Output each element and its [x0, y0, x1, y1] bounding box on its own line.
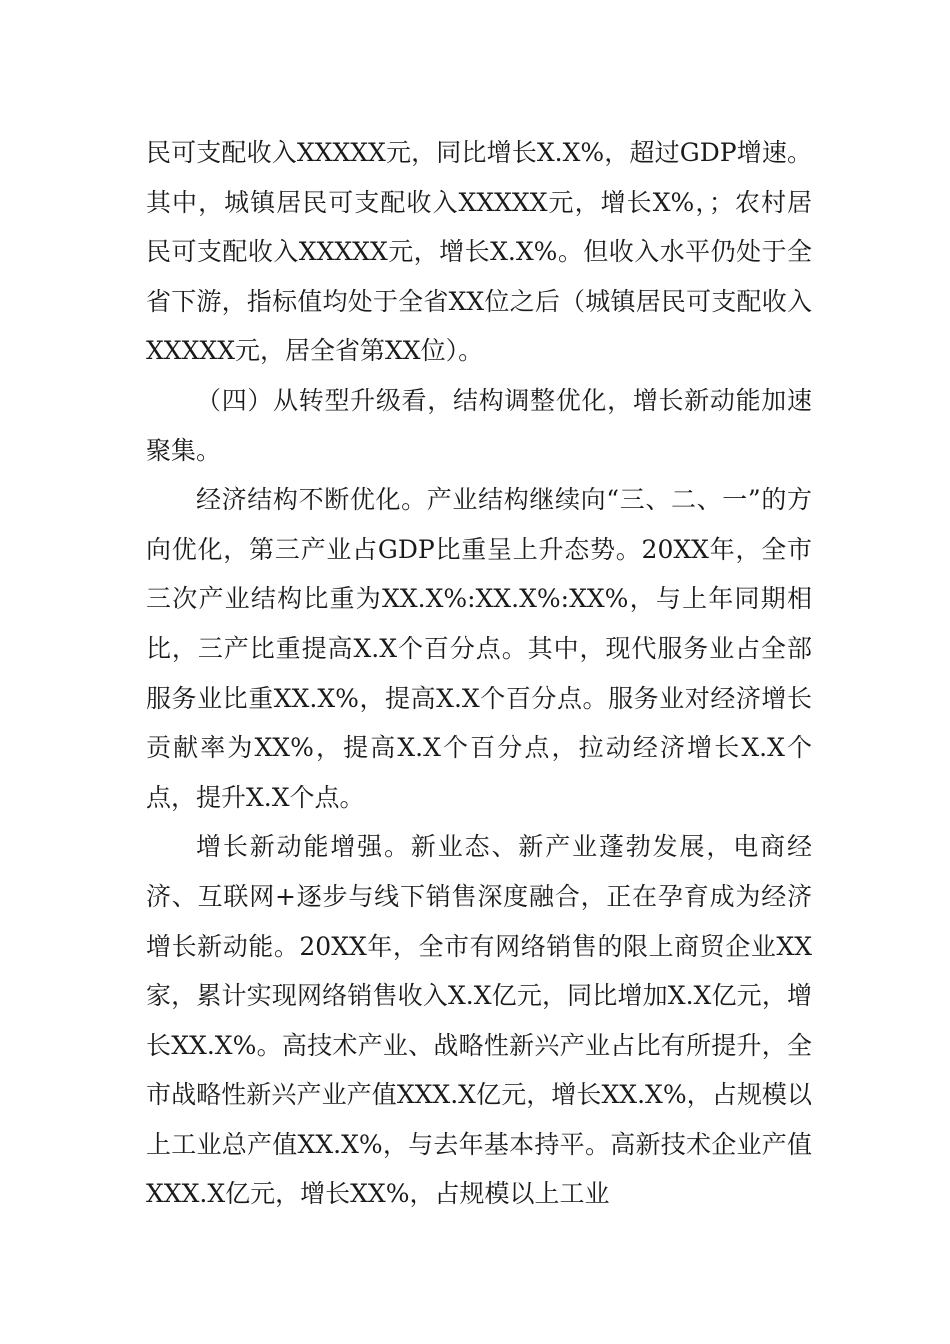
paragraph-new-growth-drivers: 增长新动能增强。新业态、新产业蓬勃发展，电商经济、互联网+逐步与线下销售深度融合，正在孕育成为经济增长新动能。20XX年，全市有网络销售的限上商贸企业XX家，累计实现网络销售收入X.X亿元，同比增加X.X亿元，增长XX.X%。高技术产业、战略性新兴产业占比有所提升，全市战略性新兴产业产值XXX.X亿元，增长XX.X%，占规模以上工业总产值XX.X%，与去年基本持平。高新技术企业产值XXX.X亿元，增长XX%，占规模以上工业 — [146, 832, 812, 1209]
paragraph-income: 民可支配收入XXXXX元，同比增长X.X%，超过GDP增速。其中，城镇居民可支配收入XXXXX元，增长X%，；农村居民可支配收入XXXXX元，增长X.X%。但收入水平仍处于全省下游，指标值均处于全省XX位之后（城镇居民可支配收入XXXXX元，居全省第XX位）。 — [146, 138, 812, 366]
section-heading-transformation: （四）从转型升级看，结构调整优化，增长新动能加速聚集。 — [146, 385, 812, 465]
document-body — [146, 128, 812, 1219]
paragraph-economic-structure: 经济结构不断优化。产业结构继续向“三、二、一”的方向优化，第三产业占GDP比重呈上升态势。20XX年，全市三次产业结构比重为XX.X%:XX.X%:XX%，与上年同期相比，三产比重提高X.X个百分点。其中，现代服务业占全部服务业比重XX.X%，提高X.X个百分点。服务业对经济增长贡献率为XX%，提高X.X个百分点，拉动经济增长X.X个点，提升X.X个点。 — [146, 485, 812, 812]
